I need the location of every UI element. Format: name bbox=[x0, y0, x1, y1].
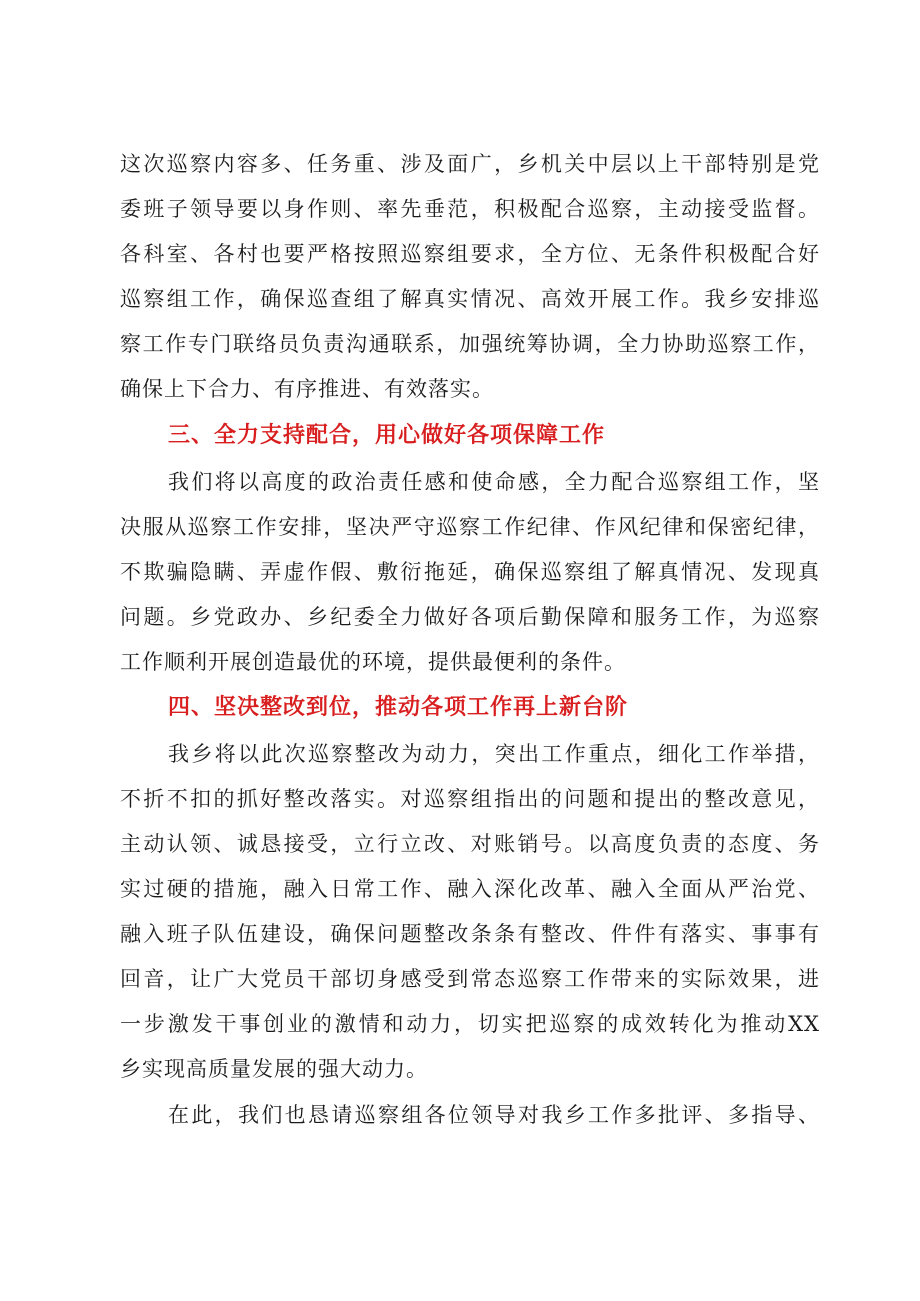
paragraph-line: 主动认领、诚恳接受，立行立改、对账销号。以高度负责的态度、务 bbox=[120, 832, 820, 856]
paragraph-line: 工作顺利开展创造最优的环境，提供最便利的条件。 bbox=[120, 650, 626, 674]
paragraph-line: 问题。乡党政办、乡纪委全力做好各项后勤保障和服务工作，为巡察 bbox=[120, 605, 820, 629]
paragraph-line: 融入班子队伍建设，确保问题整改条条有整改、件件有落实、事事有 bbox=[120, 922, 820, 946]
paragraph-line: 实过硬的措施，融入日常工作、融入深化改革、融入全面从严治党、 bbox=[120, 877, 820, 901]
paragraph-line: 不折不扣的抓好整改落实。对巡察组指出的问题和提出的整改意见， bbox=[120, 787, 820, 811]
paragraph-line: 巡察组工作，确保巡查组了解真实情况、高效开展工作。我乡安排巡 bbox=[120, 287, 820, 311]
paragraph-line: 这次巡察内容多、任务重、涉及面广，乡机关中层以上干部特别是党 bbox=[120, 152, 820, 176]
paragraph-line: 回音，让广大党员干部切身感受到常态巡察工作带来的实际效果，进 bbox=[120, 967, 820, 991]
paragraph-line: 在此，我们也恳请巡察组各位领导对我乡工作多批评、多指导、 bbox=[168, 1103, 820, 1127]
section-heading: 四、坚决整改到位，推动各项工作再上新台阶 bbox=[168, 695, 629, 720]
paragraph-line: 一步激发干事创业的激情和动力，切实把巡察的成效转化为推动XX bbox=[120, 1012, 820, 1036]
paragraph-line: 各科室、各村也要严格按照巡察组要求，全方位、无条件积极配合好 bbox=[120, 242, 820, 266]
paragraph-line: 委班子领导要以身作则、率先垂范，积极配合巡察，主动接受监督。 bbox=[120, 197, 820, 221]
section-heading: 三、全力支持配合，用心做好各项保障工作 bbox=[168, 423, 606, 448]
paragraph-line: 我们将以高度的政治责任感和使命感，全力配合巡察组工作，坚 bbox=[168, 470, 820, 494]
paragraph-line: 乡实现高质量发展的强大动力。 bbox=[120, 1057, 428, 1081]
paragraph-line: 决服从巡察工作安排，坚决严守巡察工作纪律、作风纪律和保密纪律， bbox=[120, 515, 820, 539]
paragraph-line: 察工作专门联络员负责沟通联系，加强统筹协调，全力协助巡察工作， bbox=[120, 332, 820, 356]
paragraph-line: 确保上下合力、有序推进、有效落实。 bbox=[120, 377, 494, 401]
paragraph-line: 不欺骗隐瞒、弄虚作假、敷衍拖延，确保巡察组了解真情况、发现真 bbox=[120, 560, 820, 584]
paragraph-line: 我乡将以此次巡察整改为动力，突出工作重点，细化工作举措， bbox=[168, 742, 820, 766]
